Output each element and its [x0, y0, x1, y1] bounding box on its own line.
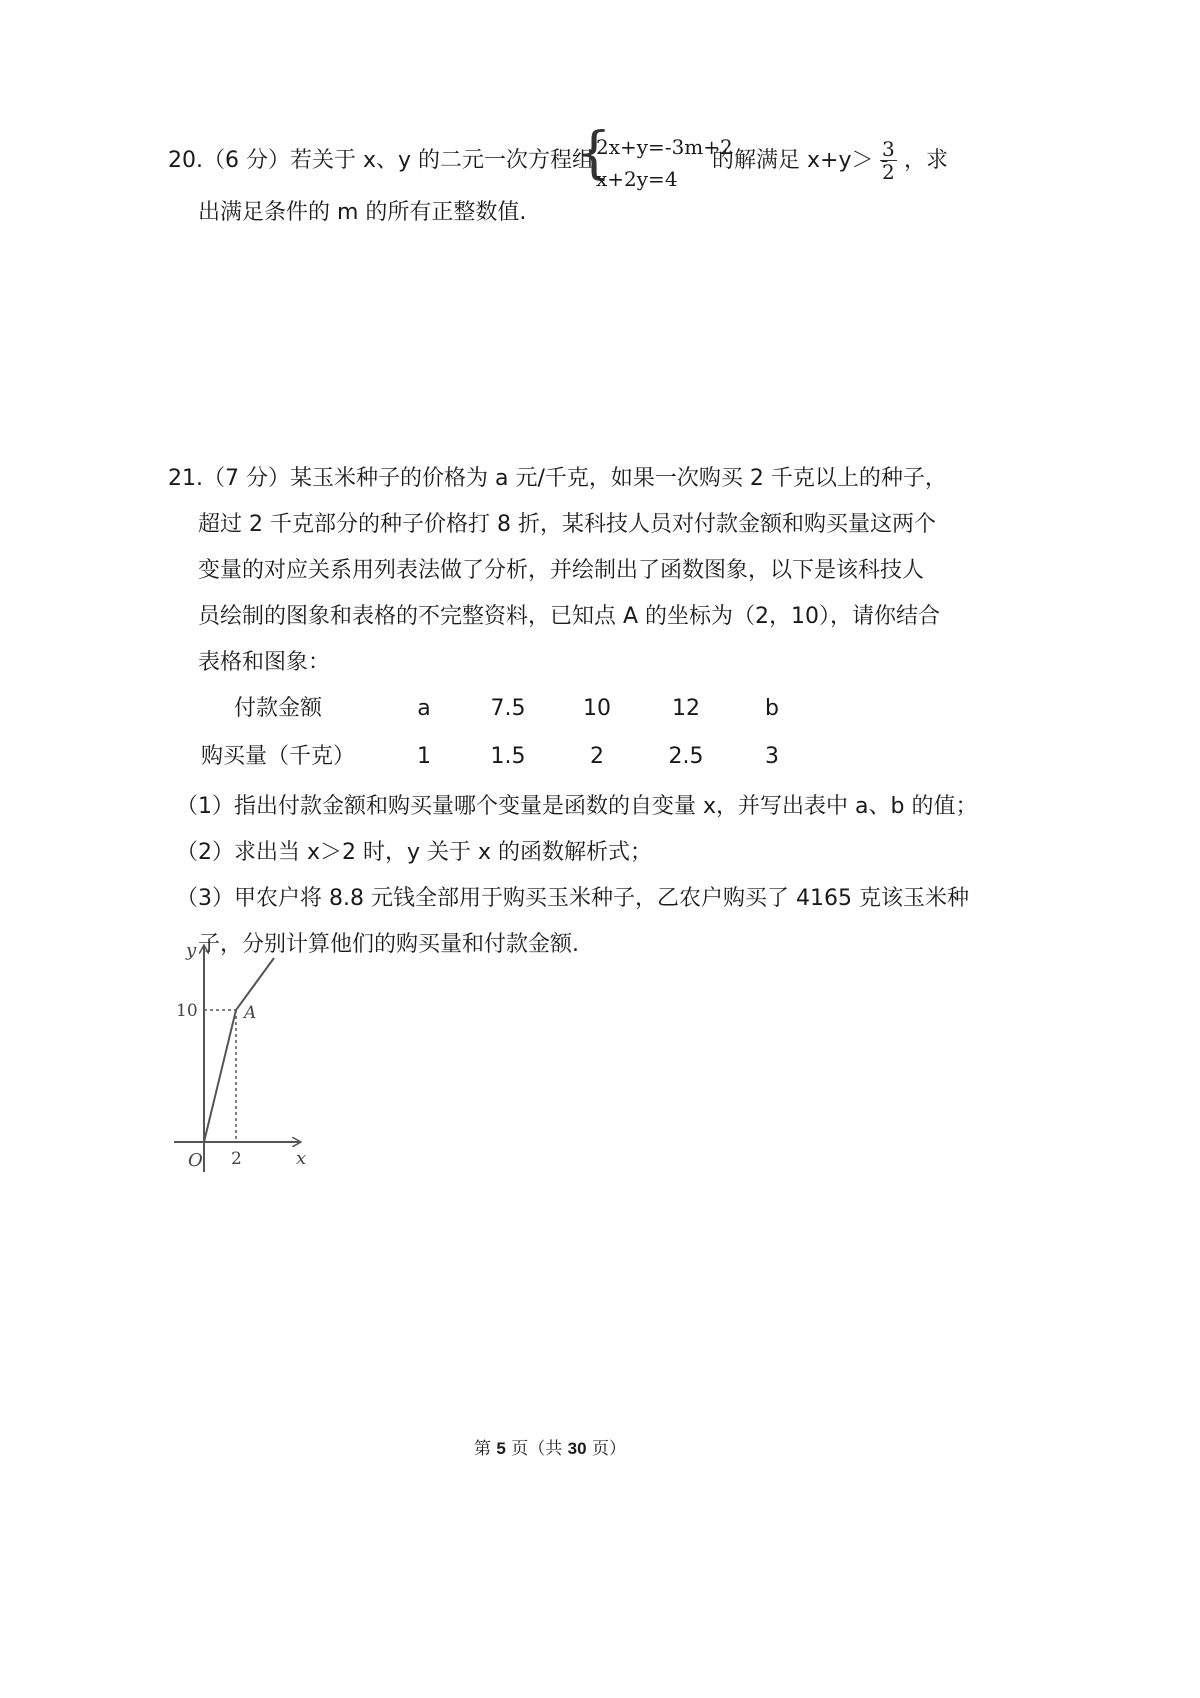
- footer-post: 页）: [586, 1439, 626, 1459]
- table-row-2-header: 购买量（千克）: [200, 744, 355, 769]
- table-cell: 3: [765, 744, 779, 769]
- q20-condition: [712, 146, 888, 176]
- function-graph: [170, 940, 330, 1190]
- table-cell: a: [417, 696, 431, 721]
- table-cell: 10: [583, 696, 611, 721]
- page-footer: [0, 1434, 1100, 1459]
- q21-score: （7 分）: [203, 466, 290, 491]
- footer-pre: 第: [473, 1439, 497, 1459]
- q21-sub1: （1）指出付款金额和购买量哪个变量是函数的自变量 x，并写出表中 a、b 的值；: [176, 794, 978, 819]
- q21-line4: 员绘制的图象和表格的不完整资料，已知点 A 的坐标为（2，10），请你结合: [198, 604, 941, 629]
- table-cell: 1.5: [490, 744, 526, 769]
- q21-text-1: 某玉米种子的价格为 a 元/千克，如果一次购买 2 千克以上的种子，: [290, 466, 947, 491]
- q20-fraction: [880, 138, 897, 183]
- x-tick-label: 2: [231, 1149, 242, 1169]
- point-a-label: A: [244, 1003, 257, 1023]
- q21-number: 21.: [168, 466, 203, 491]
- table-cell: 1: [417, 744, 431, 769]
- q20-line2: 出满足条件的 m 的所有正整数值.: [198, 200, 527, 225]
- table-cell: 2: [590, 744, 604, 769]
- function-line: [204, 958, 274, 1142]
- q21-line5: 表格和图象：: [198, 650, 331, 675]
- q20-score: （6 分）: [203, 148, 290, 173]
- q21-line2: 超过 2 千克部分的种子价格打 8 折，某科技人员对付款金额和购买量这两个: [198, 512, 936, 537]
- table-cell: 2.5: [668, 744, 704, 769]
- origin-label: O: [188, 1150, 203, 1171]
- q20-equation-2: x+2y=4: [596, 167, 678, 191]
- q21-sub2: （2）求出当 x＞2 时，y 关于 x 的函数解析式；: [176, 840, 653, 865]
- q20-line1: [168, 146, 594, 176]
- footer-total-pages: 30: [567, 1439, 587, 1458]
- q20-equation-1: 2x+y=-3m+2: [596, 135, 733, 159]
- table-cell: b: [765, 696, 779, 721]
- table-cell: 12: [672, 696, 700, 721]
- x-axis-label: x: [296, 1148, 307, 1169]
- fraction-numerator: 3: [882, 137, 895, 161]
- q21-sub3-line2: 子，分别计算他们的购买量和付款金额.: [198, 932, 579, 957]
- q20-number: 20.: [168, 148, 203, 173]
- y-tick-label: 10: [176, 1001, 198, 1021]
- q21-line3: 变量的对应关系用列表法做了分析，并绘制出了函数图象，以下是该科技人: [198, 558, 925, 583]
- equation-brace: {: [576, 121, 612, 186]
- y-axis-label: y: [186, 940, 197, 961]
- table-row-1-header: 付款金额: [233, 696, 322, 721]
- table-cell: 7.5: [490, 696, 526, 721]
- footer-page-number: 5: [496, 1439, 506, 1458]
- fraction-denominator: 2: [882, 160, 895, 184]
- q21-sub3-line1: （3）甲农户将 8.8 元钱全部用于购买玉米种子，乙农户购买了 4165 克该玉米种: [176, 886, 969, 911]
- q20-suffix: ，求: [904, 148, 949, 173]
- footer-mid: 页（共: [505, 1439, 568, 1459]
- q20-prefix: 若关于 x、y 的二元一次方程组: [290, 148, 595, 173]
- q21-line1: [168, 464, 947, 494]
- q20-mid: 的解满足 x+y＞ -: [712, 148, 889, 173]
